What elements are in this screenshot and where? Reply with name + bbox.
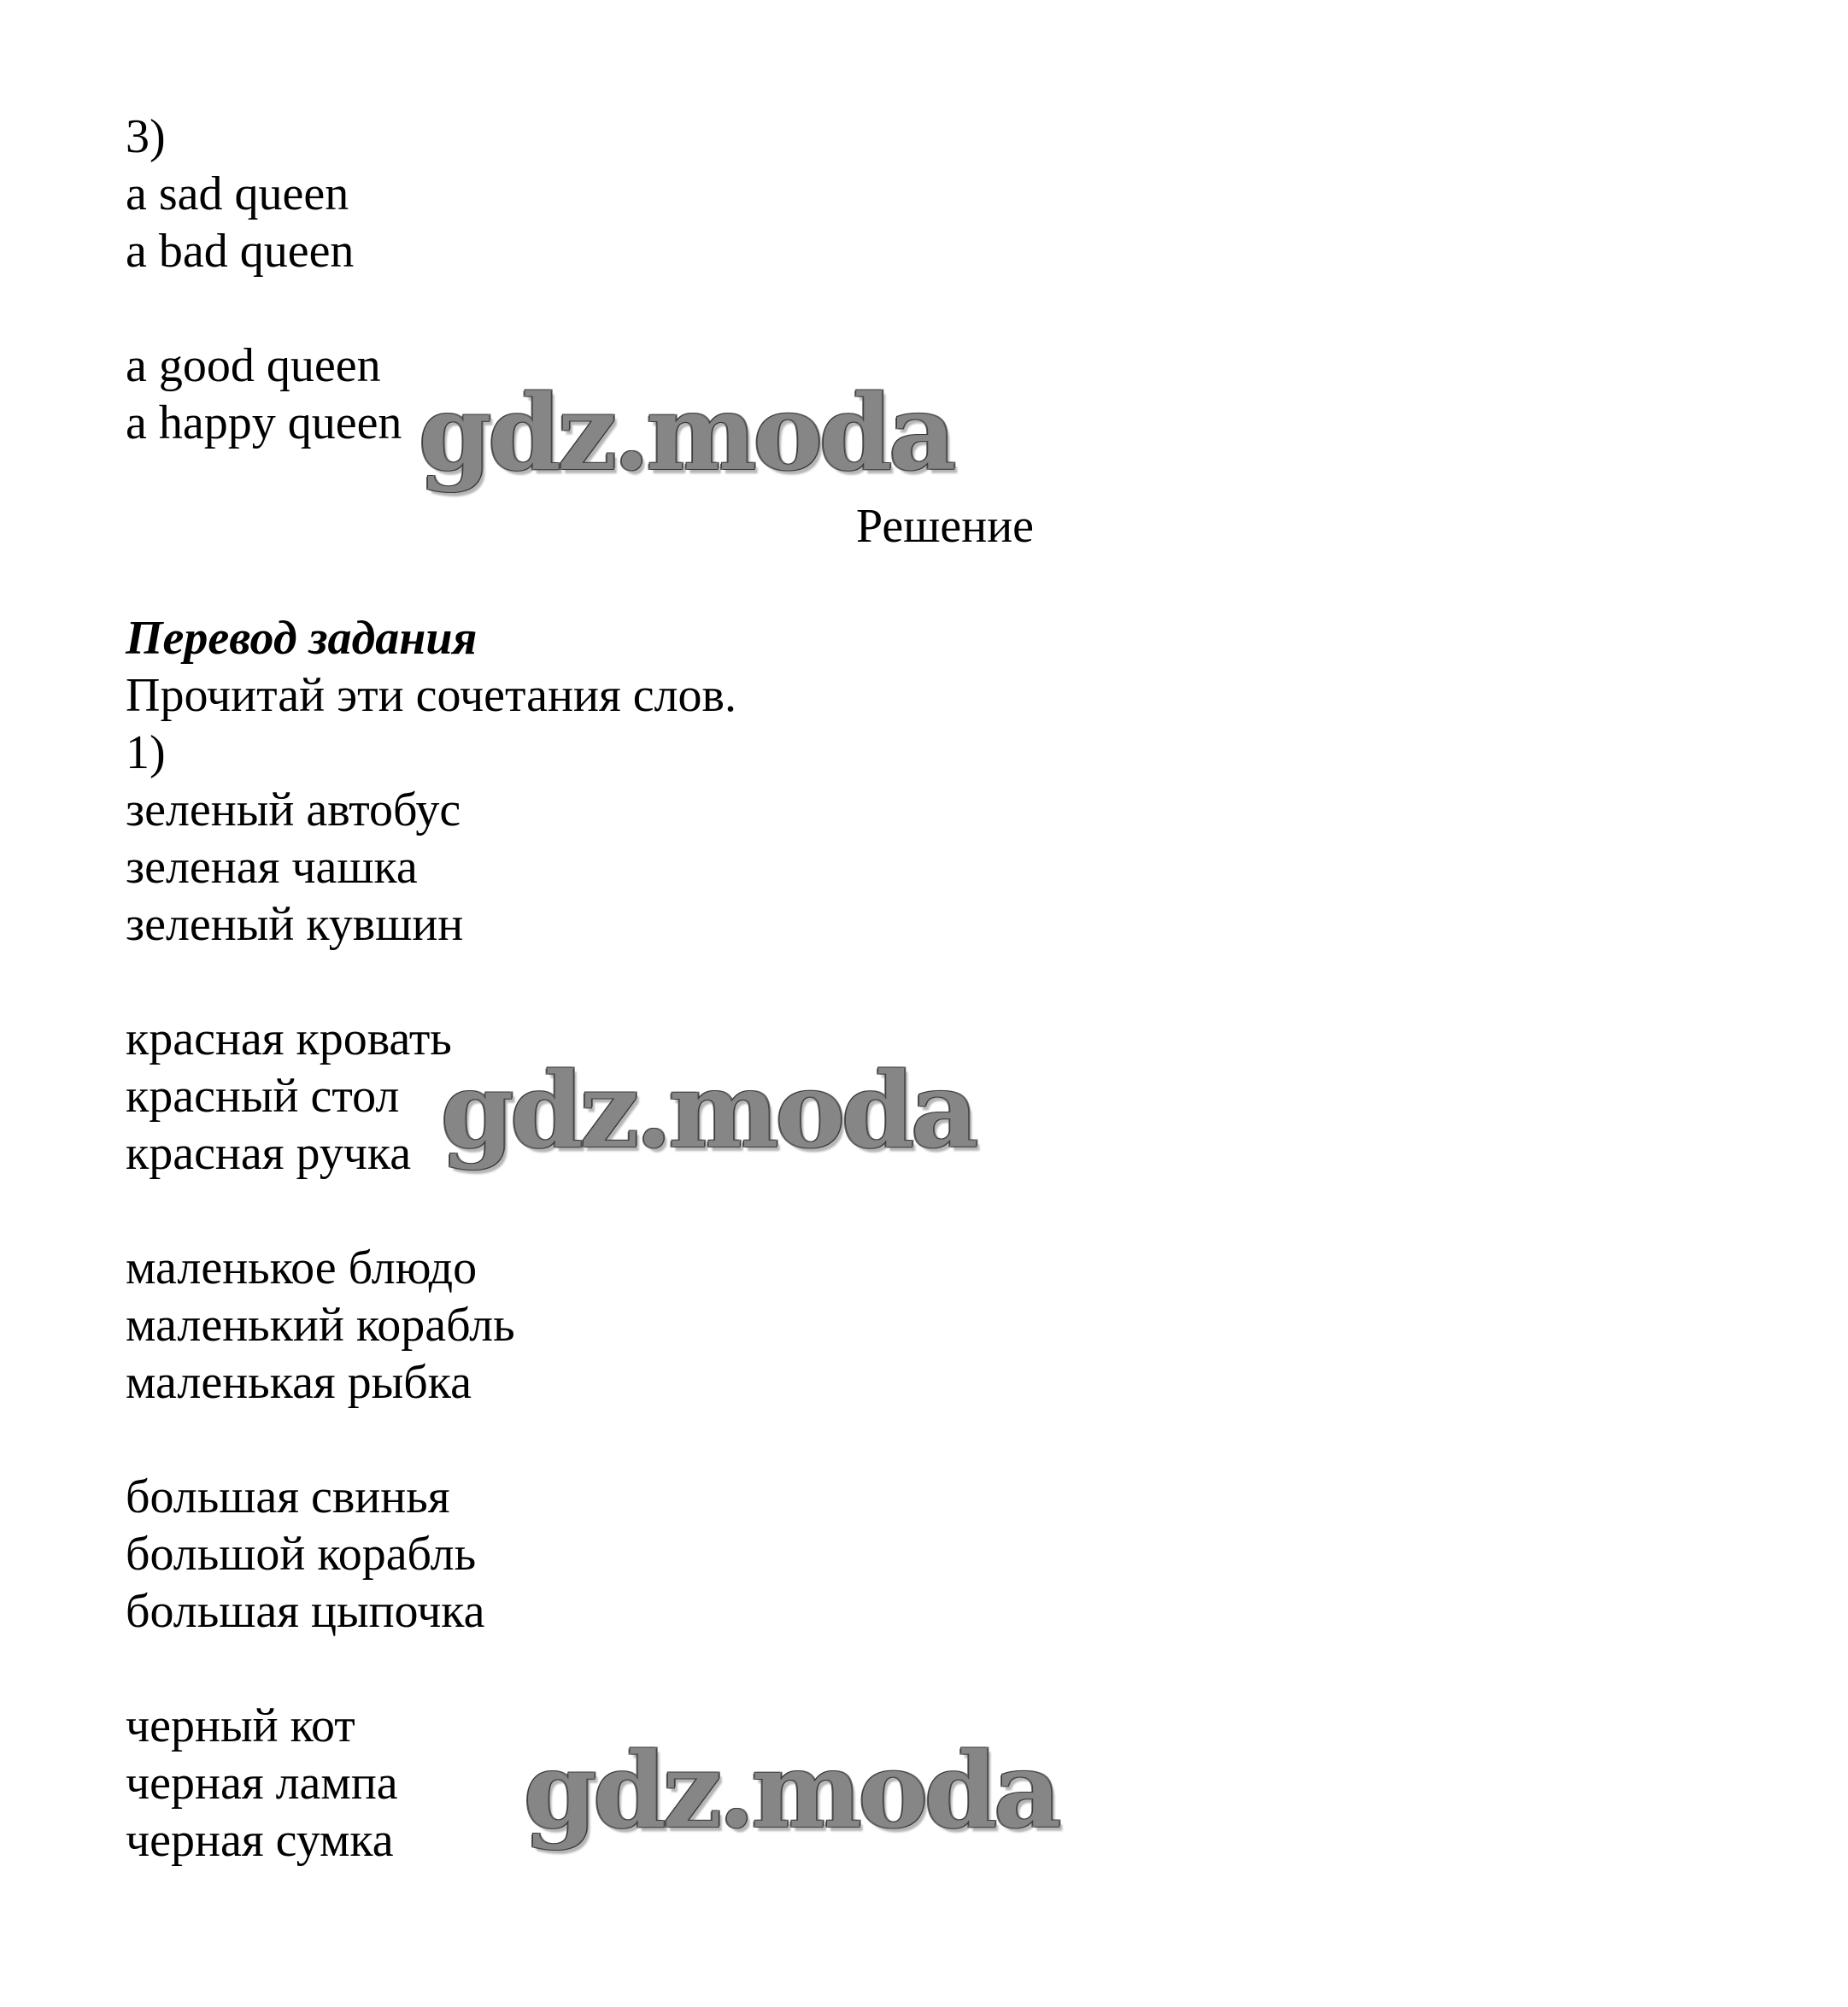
translation-line: зеленая чашка bbox=[126, 841, 418, 894]
task-line: a good queen bbox=[126, 339, 381, 392]
translation-line: маленькая рыбка bbox=[126, 1356, 472, 1409]
translation-heading: Перевод задания bbox=[126, 612, 478, 665]
translation-line: маленький корабль bbox=[126, 1299, 515, 1352]
translation-line: маленькое блюдо bbox=[126, 1241, 478, 1294]
task-line: a bad queen bbox=[126, 225, 355, 278]
watermark-logo: gdz.moda bbox=[419, 371, 953, 494]
translation-line: большая свинья bbox=[126, 1470, 450, 1523]
translation-line: большой корабль bbox=[126, 1528, 477, 1581]
translation-line: черная сумка bbox=[126, 1814, 394, 1867]
task-line: a sad queen bbox=[126, 167, 349, 220]
translation-line: красная ручка bbox=[126, 1127, 412, 1180]
watermark-logo: gdz.moda bbox=[524, 1728, 1059, 1851]
translation-instruction: Прочитай эти сочетания слов. bbox=[126, 669, 736, 722]
translation-line: большая цыпочка bbox=[126, 1585, 485, 1638]
watermark-logo: gdz.moda bbox=[441, 1048, 976, 1171]
translation-line: красный стол bbox=[126, 1070, 400, 1123]
translation-line: зеленый кувшин bbox=[126, 898, 464, 951]
translation-line: зеленый автобус bbox=[126, 783, 461, 836]
translation-line: черный кот bbox=[126, 1699, 355, 1752]
solution-heading: Решение bbox=[856, 500, 1035, 553]
task-number: 3) bbox=[126, 110, 166, 163]
translation-line: красная кровать bbox=[126, 1012, 452, 1065]
translation-line: черная лампа bbox=[126, 1757, 398, 1810]
task-line: a happy queen bbox=[126, 396, 402, 449]
translation-number: 1) bbox=[126, 726, 166, 779]
